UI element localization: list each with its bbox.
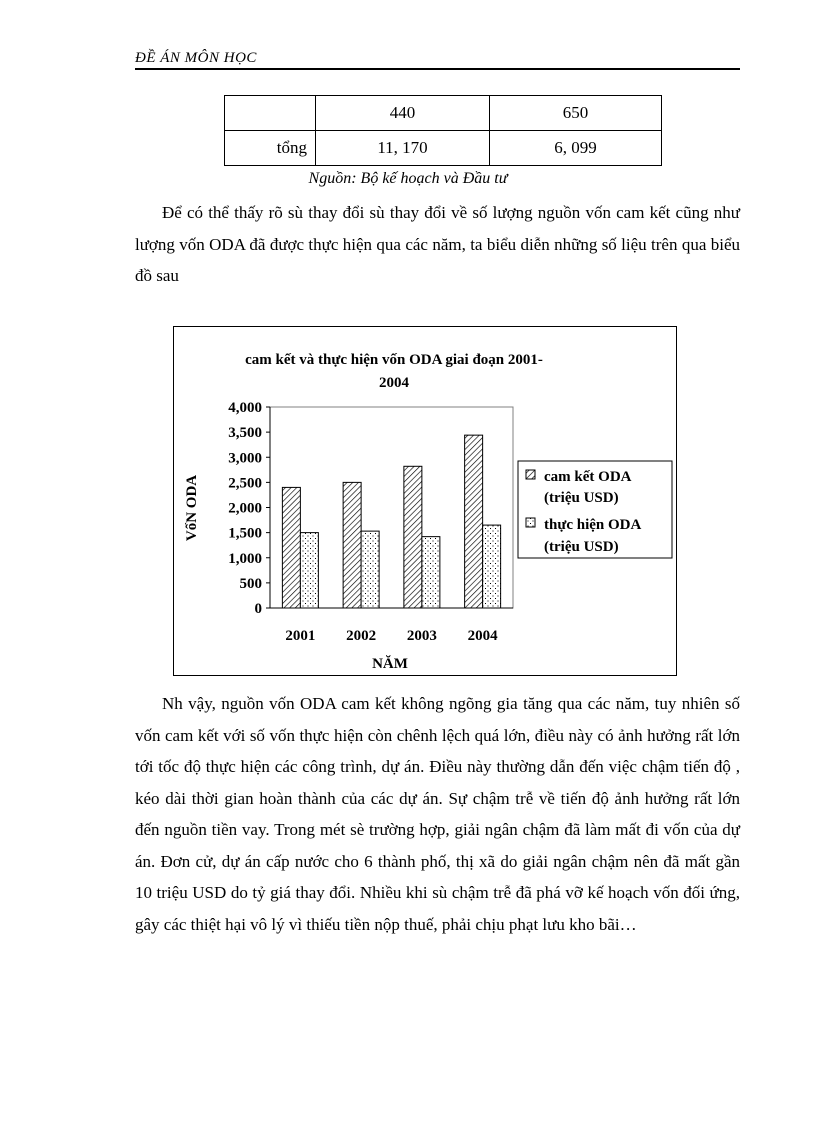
- bar-disbursed-2002: [361, 531, 379, 608]
- chart-frame: [173, 326, 677, 676]
- y-tick-label: 4,000: [228, 400, 262, 416]
- legend-label-disbursed: thực hiện ODA: [544, 517, 642, 533]
- y-tick-label: 500: [239, 575, 262, 592]
- x-ticks: [285, 628, 498, 644]
- y-tick-label: 3,500: [228, 425, 262, 442]
- table-cell-committed: 11, 170: [316, 131, 490, 166]
- legend-label-committed-unit: (triệu USD): [544, 490, 619, 506]
- legend-swatch-disbursed: [526, 518, 535, 527]
- legend: [518, 461, 672, 558]
- y-ticks: [228, 400, 270, 617]
- y-tick-label: 1,000: [228, 550, 262, 567]
- source-note: Nguồn: Bộ kế hoạch và Đầu tư: [308, 170, 508, 187]
- chart-title-line1: cam kết và thực hiện vốn ODA giai đoạn 2001-: [245, 352, 543, 368]
- y-tick-label: 2,000: [228, 500, 262, 517]
- bar-committed-2002: [343, 482, 361, 608]
- table-cell-committed: 440: [316, 96, 490, 131]
- bar-committed-2001: [282, 487, 300, 608]
- y-tick-label: 3,000: [228, 450, 262, 467]
- x-tick-label: 2002: [346, 628, 377, 644]
- y-tick-label: 2,500: [228, 475, 262, 492]
- table-cell-label: [225, 96, 316, 131]
- x-tick-label: 2001: [285, 628, 316, 644]
- bar-disbursed-2001: [300, 533, 318, 608]
- table-row: [225, 96, 662, 131]
- paragraph-intro: Để có thể thấy rõ sù thay đổi sù thay đổi về số lượng nguồn vốn cam kết cũng như lượng vốn ODA đã được thực hiện qua các năm, ta biểu diễn những số liệu trên qua biểu đồ sau: [135, 203, 740, 285]
- legend-label-committed: cam kết ODA: [544, 469, 632, 485]
- chart-title-line2: 2004: [379, 375, 409, 391]
- table-cell-disbursed: 6, 099: [490, 131, 662, 166]
- page-header: ĐỀ ÁN MÔN HỌC: [135, 50, 257, 66]
- legend-label-disbursed-unit: (triệu USD): [544, 539, 619, 555]
- x-axis-title: NĂM: [372, 656, 408, 672]
- data-table: [224, 95, 662, 166]
- bar-disbursed-2003: [422, 537, 440, 608]
- x-tick-label: 2003: [406, 628, 437, 644]
- table-cell-disbursed: 650: [490, 96, 662, 131]
- y-tick-label: 1,500: [228, 525, 262, 542]
- table-cell-label: tổng: [225, 131, 316, 166]
- oda-bar-chart: [174, 327, 676, 675]
- y-axis-title: VốN ODA: [184, 474, 200, 542]
- bar-committed-2003: [404, 466, 422, 608]
- header-rule: [135, 68, 740, 70]
- table-row: [225, 131, 662, 166]
- x-tick-label: 2004: [467, 628, 498, 644]
- bar-disbursed-2004: [483, 525, 501, 608]
- paragraph-analysis: Nh vậy, nguồn vốn ODA cam kết không ngõng gia tăng qua các năm, tuy nhiên số vốn cam kết với số vốn thực hiện còn chênh lệch quá lớn, điều này có ảnh hưởng rất lớn tới tốc độ thực hiện các công trình, dự án. Điều này thường dẫn đến việc chậm tiến độ , kéo dài thời gian hoàn thành của các dự án. Sự chậm trễ về tiến độ ảnh hưởng rất lớn đến nguồn tiền vay. Trong mét sè trường hợp, giải ngân chậm đã làm mất đi vốn của dự án. Đơn cử, dự án cấp nước cho 6 thành phố, thị xã do giải ngân chậm nên đã mất gần 10 triệu USD do tỷ giá thay đổi. Nhiều khi sù chậm trễ đã phá vỡ kế hoạch vốn đối ứng, gây các thiệt hại vô lý vì thiếu tiền nộp thuế, phải chịu phạt lưu kho bãi…: [135, 694, 740, 934]
- y-tick-label: 0: [254, 601, 262, 617]
- bar-committed-2004: [465, 435, 483, 608]
- legend-swatch-committed: [526, 470, 535, 479]
